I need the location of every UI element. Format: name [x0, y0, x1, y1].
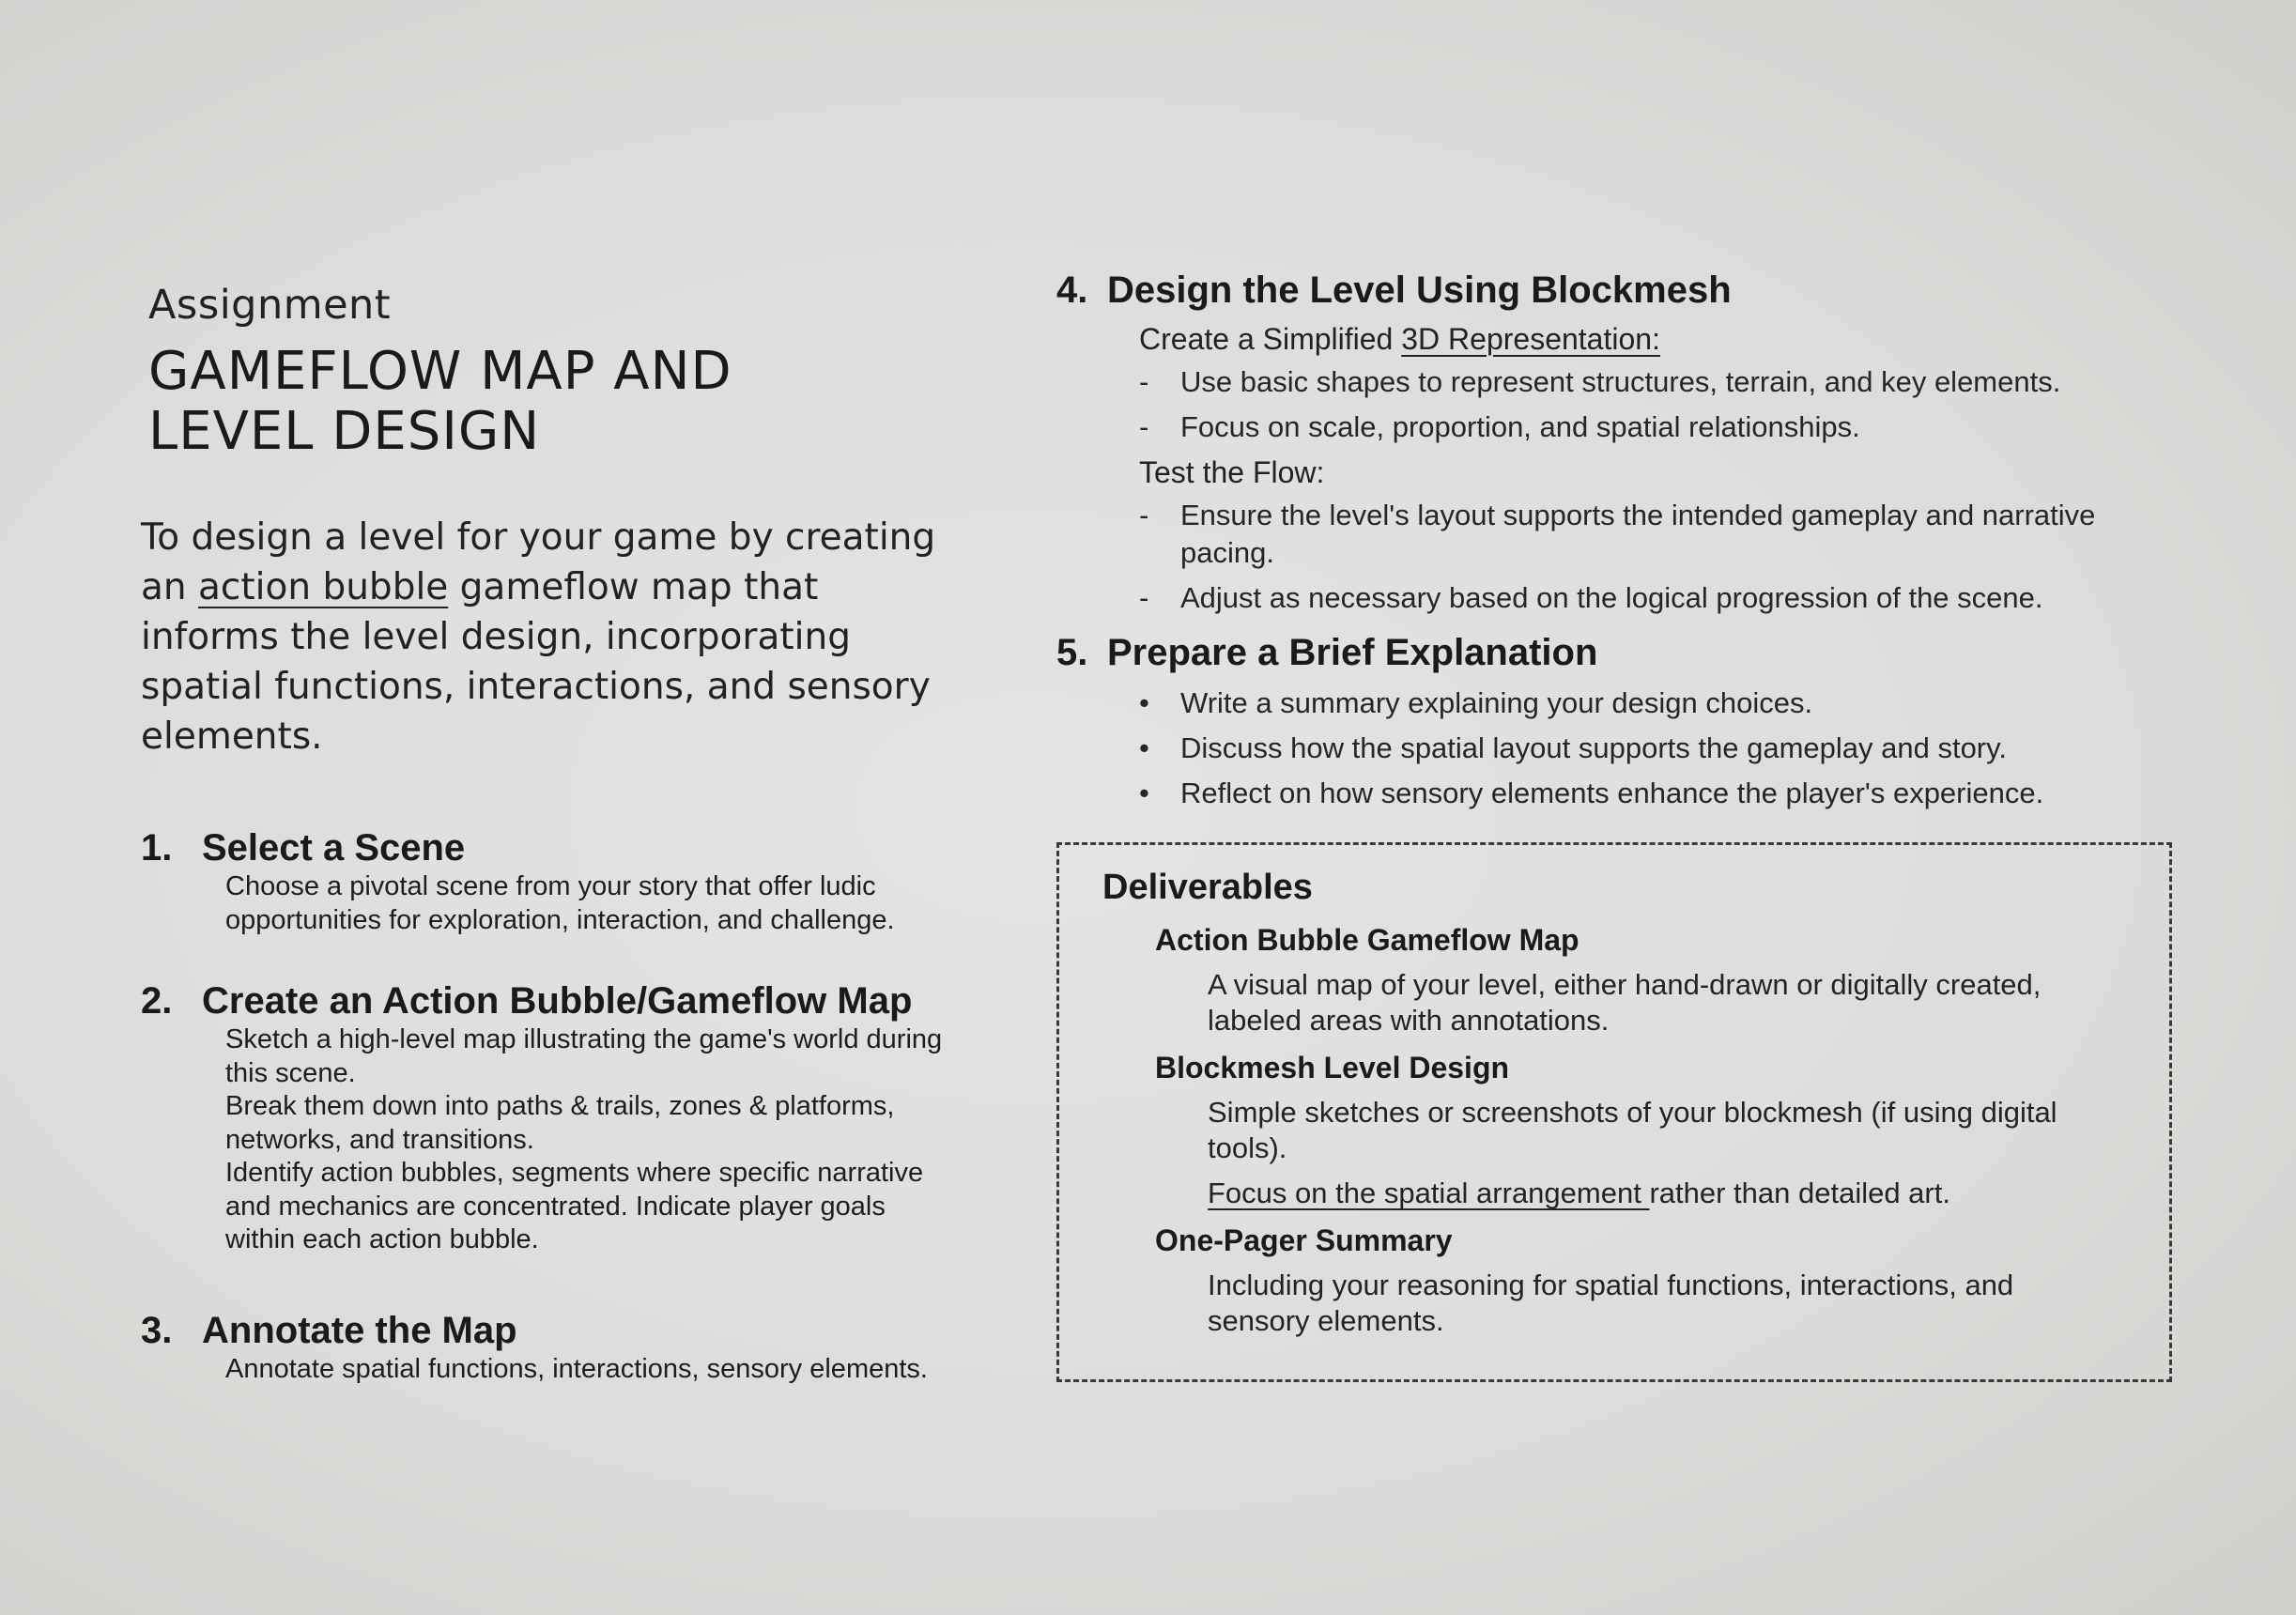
right-column	[1056, 268, 2183, 820]
step-3	[141, 1308, 986, 1387]
step-2-line-3: Identify action bubbles, segments where specific narrative and mechanics are concentrated. Indicate player goals within each action bubble.	[225, 1158, 924, 1254]
list-item	[1139, 497, 2163, 572]
deliverables-title: Deliverables	[1102, 868, 1313, 907]
step-1-line: Choose a pivotal scene from your story that offer ludic opportunities for exploration, interaction, and challenge.	[225, 871, 895, 935]
section-5-number: 5.	[1056, 632, 1088, 673]
deliverable-1-body	[1208, 967, 2109, 1038]
deliverable-3-body	[1208, 1268, 2109, 1339]
section-4-number: 4.	[1056, 269, 1088, 311]
deliverable-blockmesh	[1155, 1048, 2128, 1211]
deliverable-3-title: One-Pager Summary	[1155, 1223, 1453, 1257]
step-3-title: Annotate the Map	[202, 1309, 517, 1351]
list-item	[1139, 775, 2163, 812]
section-5-title: Prepare a Brief Explanation	[1107, 632, 1598, 673]
step-3-line: Annotate spatial functions, interactions, sensory elements.	[225, 1353, 928, 1384]
step-2-line-1: Sketch a high-level map illustrating the game's world during this scene.	[225, 1024, 943, 1088]
step-3-number: 3.	[141, 1309, 173, 1351]
step-1-body	[225, 870, 958, 937]
deliverable-3-text: Including your reasoning for spatial functions, interactions, and sensory elements.	[1208, 1269, 2014, 1337]
deliverable-1-text: A visual map of your level, either hand-drawn or digitally created, labeled areas with annotations.	[1208, 968, 2042, 1037]
step-2-body	[225, 1023, 958, 1257]
section-4-list-1	[1139, 363, 2163, 446]
section-4-sub1-underlined: 3D Representation:	[1401, 322, 1660, 356]
list-item	[1139, 408, 2163, 446]
step-1-title: Select a Scene	[202, 827, 466, 869]
deliverable-2-after: rather than detailed art.	[1649, 1177, 1950, 1209]
step-1-number: 1.	[141, 827, 173, 869]
deliverable-summary	[1155, 1221, 2128, 1339]
list-item	[1139, 684, 2163, 722]
step-2-heading	[141, 978, 986, 1023]
deliverable-2-text-2	[1208, 1176, 2109, 1211]
dash-marker: -	[1139, 581, 1149, 614]
step-1	[141, 825, 986, 937]
page-title-line-1: GAMEFLOW MAP AND	[148, 341, 732, 402]
bullet-marker: •	[1139, 731, 1149, 764]
step-3-heading	[141, 1308, 986, 1353]
intro-text-after: gameflow map that informs the level design, incorporating spatial functions, interactions, and sensory elements.	[141, 566, 931, 758]
step-1-heading	[141, 825, 986, 870]
section-4-list-2	[1139, 497, 2163, 617]
list-item	[1139, 579, 2163, 617]
deliverable-gameflow-map	[1155, 920, 2128, 1038]
page-title-line-2: LEVEL DESIGN	[148, 401, 541, 462]
list-item-text: Focus on scale, proportion, and spatial relationships.	[1180, 410, 1860, 443]
step-2-number: 2.	[141, 980, 173, 1022]
intro-paragraph	[141, 513, 939, 761]
section-4-title: Design the Level Using Blockmesh	[1107, 269, 1732, 311]
bullet-marker: •	[1139, 686, 1149, 719]
intro-underlined-term: action bubble	[198, 566, 449, 608]
list-item-text: Ensure the level's layout supports the intended gameplay and narrative pacing.	[1180, 499, 2096, 569]
section-4-sub1-text: Create a Simplified	[1139, 322, 1402, 356]
list-item	[1139, 363, 2163, 401]
page-title	[148, 342, 900, 462]
section-4-heading	[1056, 268, 2183, 313]
intro-text-before: To design a level for your game by creating an	[141, 516, 936, 608]
left-column	[141, 282, 986, 1427]
step-2-line-2: Break them down into paths & trails, zones & platforms, networks, and transitions.	[225, 1091, 895, 1155]
assignment-eyebrow: Assignment	[148, 282, 392, 329]
deliverable-2-title: Blockmesh Level Design	[1155, 1051, 1510, 1084]
list-item-text: Use basic shapes to represent structures, terrain, and key elements.	[1180, 365, 2061, 398]
list-item-text: Adjust as necessary based on the logical progression of the scene.	[1180, 581, 2043, 614]
bullet-marker: •	[1139, 777, 1149, 809]
dash-marker: -	[1139, 499, 1149, 531]
section-4-subheading-1	[1139, 320, 2183, 358]
section-4-subheading-2: Test the Flow:	[1139, 455, 1325, 489]
step-3-body	[225, 1353, 958, 1387]
list-item-text: Write a summary explaining your design choices.	[1180, 686, 1813, 719]
section-5	[1056, 630, 2183, 812]
deliverable-1-title: Action Bubble Gameflow Map	[1155, 923, 1579, 957]
deliverable-2-underlined: Focus on the spatial arrangement	[1208, 1177, 1650, 1209]
list-item-text: Discuss how the spatial layout supports the gameplay and story.	[1180, 731, 2007, 764]
deliverable-2-text-1: Simple sketches or screenshots of your blockmesh (if using digital tools).	[1208, 1096, 2057, 1164]
dash-marker: -	[1139, 365, 1149, 398]
deliverable-2-body	[1208, 1095, 2109, 1211]
step-2-title: Create an Action Bubble/Gameflow Map	[202, 980, 913, 1022]
section-5-heading	[1056, 630, 2183, 675]
dash-marker: -	[1139, 410, 1149, 443]
deliverables-box	[1056, 842, 2172, 1382]
list-item	[1139, 730, 2163, 767]
list-item-text: Reflect on how sensory elements enhance the player's experience.	[1180, 777, 2044, 809]
step-2	[141, 978, 986, 1257]
section-5-list	[1139, 684, 2163, 812]
